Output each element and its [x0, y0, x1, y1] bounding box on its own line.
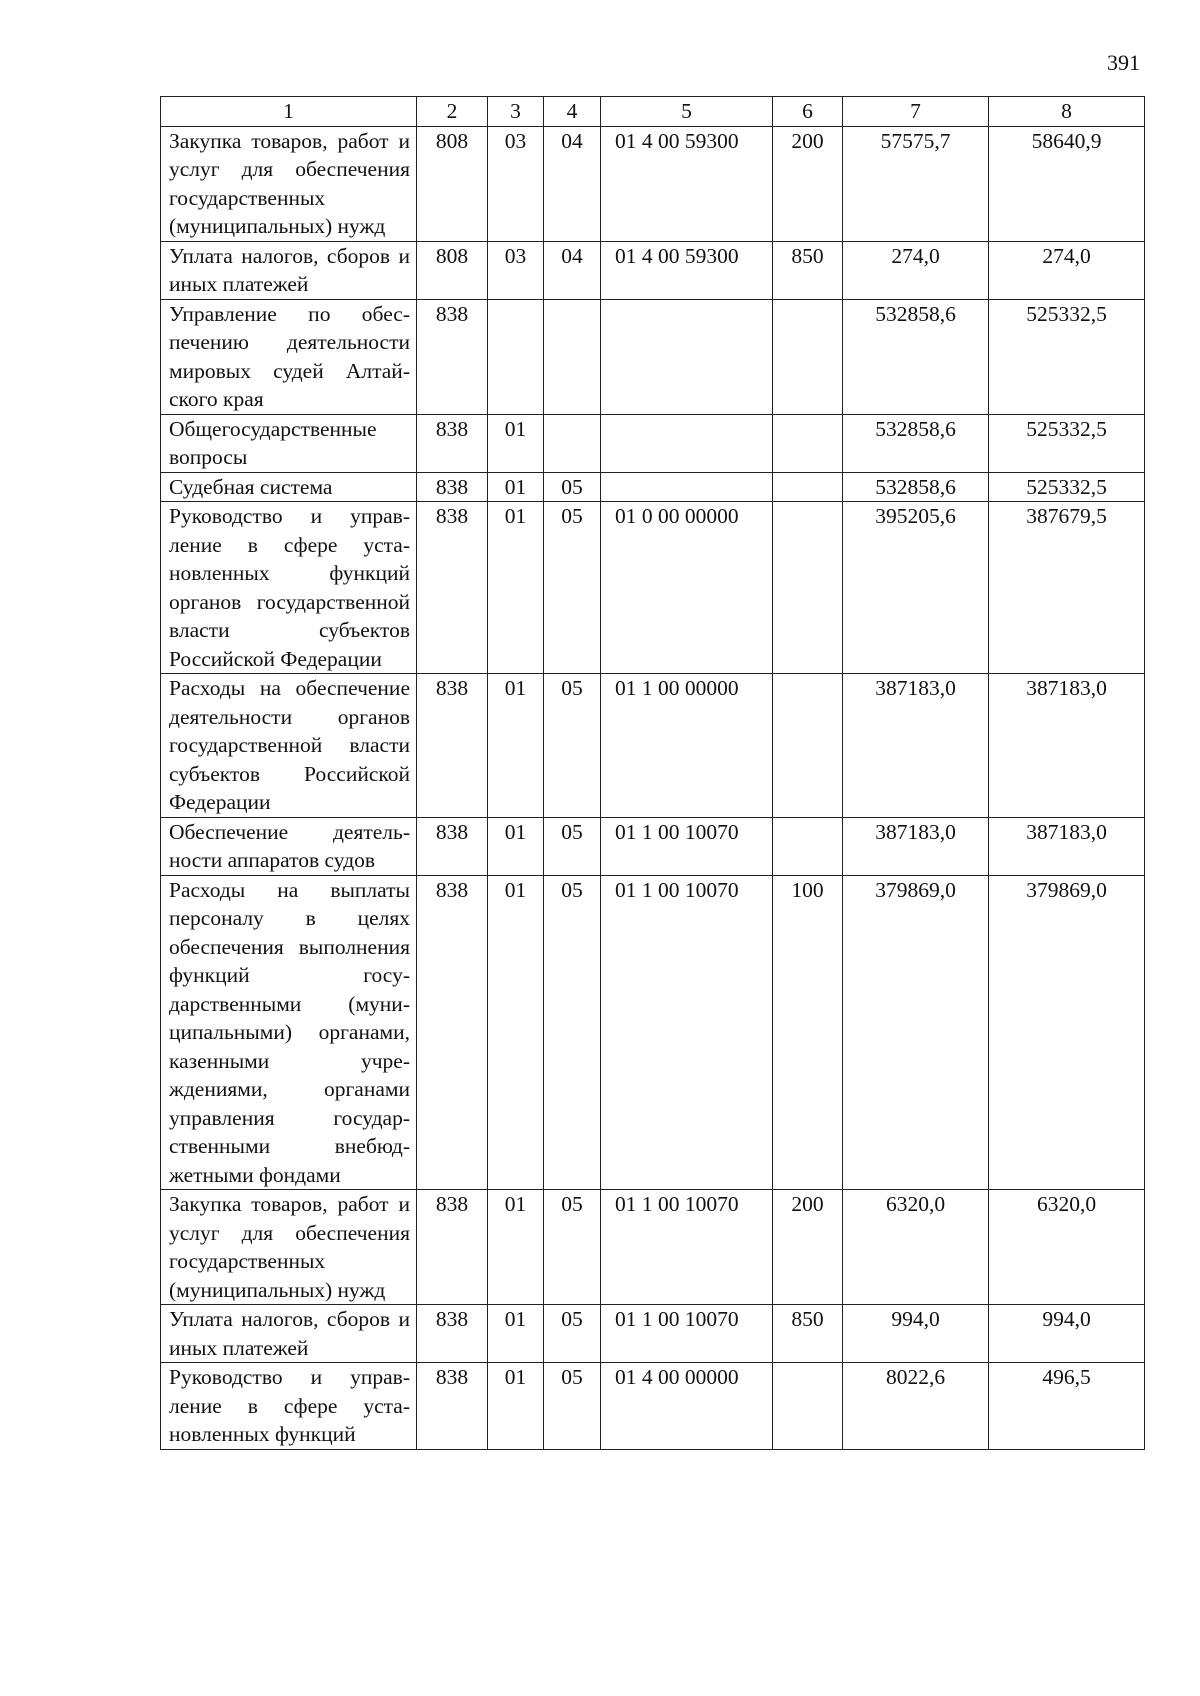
row-admin-code: 838 — [417, 674, 488, 818]
row-section-code: 03 — [488, 241, 544, 299]
header-cell: 8 — [989, 97, 1145, 127]
row-target-article: 01 0 00 00000 — [601, 502, 773, 674]
row-description: Уплата налогов, сборов и иных платежей — [161, 241, 417, 299]
row-description: Обеспечение деятельности аппаратов судов — [161, 817, 417, 875]
table-body — [161, 126, 1145, 1449]
header-cell: 4 — [544, 97, 601, 127]
row-expense-type: 850 — [773, 1305, 843, 1363]
table-row — [161, 875, 1145, 1190]
row-amount-col7: 994,0 — [843, 1305, 989, 1363]
row-admin-code: 838 — [417, 1363, 488, 1450]
row-section-code: 01 — [488, 472, 544, 502]
row-section-code: 01 — [488, 674, 544, 818]
row-expense-type: 200 — [773, 126, 843, 241]
row-target-article: 01 1 00 10070 — [601, 875, 773, 1190]
header-cell: 3 — [488, 97, 544, 127]
row-amount-col8: 525332,5 — [989, 472, 1145, 502]
row-admin-code: 838 — [417, 1190, 488, 1305]
row-section-code — [488, 299, 544, 414]
header-cell: 5 — [601, 97, 773, 127]
row-target-article: 01 1 00 10070 — [601, 1305, 773, 1363]
row-description: Руководство и управление в сфере установленных функций органов государственной власти субъектов Российской Федерации — [161, 502, 417, 674]
row-target-article: 01 4 00 00000 — [601, 1363, 773, 1450]
row-expense-type — [773, 299, 843, 414]
row-target-article: 01 4 00 59300 — [601, 241, 773, 299]
row-target-article: 01 1 00 00000 — [601, 674, 773, 818]
row-amount-col8: 6320,0 — [989, 1190, 1145, 1305]
table-row — [161, 126, 1145, 241]
row-description: Расходы на выплаты персоналу в целях обеспечения выполнения функций государственными (муниципальными) органами, казенными учреждениями, органами управления государственными внебюджетными фондами — [161, 875, 417, 1190]
row-amount-col8: 496,5 — [989, 1363, 1145, 1450]
row-admin-code: 808 — [417, 126, 488, 241]
row-section-code: 01 — [488, 1190, 544, 1305]
row-expense-type — [773, 414, 843, 472]
row-description: Руководство и управление в сфере установленных функций — [161, 1363, 417, 1450]
row-amount-col8: 525332,5 — [989, 414, 1145, 472]
row-subsection-code: 05 — [544, 1305, 601, 1363]
page-number: 391 — [1107, 50, 1140, 75]
row-expense-type — [773, 674, 843, 818]
row-subsection-code: 05 — [544, 875, 601, 1190]
row-expense-type — [773, 1363, 843, 1450]
row-target-article: 01 1 00 10070 — [601, 1190, 773, 1305]
row-section-code: 03 — [488, 126, 544, 241]
header-cell: 6 — [773, 97, 843, 127]
budget-table — [160, 96, 1145, 1450]
header-cell: 1 — [161, 97, 417, 127]
header-cell: 2 — [417, 97, 488, 127]
row-expense-type: 200 — [773, 1190, 843, 1305]
row-subsection-code: 04 — [544, 241, 601, 299]
row-amount-col7: 57575,7 — [843, 126, 989, 241]
row-amount-col8: 994,0 — [989, 1305, 1145, 1363]
row-expense-type — [773, 502, 843, 674]
row-amount-col7: 387183,0 — [843, 817, 989, 875]
table-row — [161, 1363, 1145, 1450]
row-amount-col8: 387679,5 — [989, 502, 1145, 674]
row-target-article — [601, 472, 773, 502]
row-amount-col7: 387183,0 — [843, 674, 989, 818]
row-admin-code: 838 — [417, 875, 488, 1190]
table-row — [161, 674, 1145, 818]
table-row — [161, 1305, 1145, 1363]
row-amount-col8: 58640,9 — [989, 126, 1145, 241]
row-section-code: 01 — [488, 875, 544, 1190]
row-description: Судебная система — [161, 472, 417, 502]
row-subsection-code: 05 — [544, 1363, 601, 1450]
row-amount-col7: 532858,6 — [843, 299, 989, 414]
row-amount-col7: 274,0 — [843, 241, 989, 299]
table-row — [161, 502, 1145, 674]
row-subsection-code: 05 — [544, 817, 601, 875]
row-description: Закупка товаров, работ и услуг для обеспечения государственных (муниципальных) нужд — [161, 126, 417, 241]
table-row — [161, 241, 1145, 299]
row-subsection-code: 05 — [544, 1190, 601, 1305]
row-admin-code: 838 — [417, 472, 488, 502]
row-amount-col8: 379869,0 — [989, 875, 1145, 1190]
row-section-code: 01 — [488, 502, 544, 674]
row-expense-type: 850 — [773, 241, 843, 299]
table-row — [161, 414, 1145, 472]
row-amount-col8: 274,0 — [989, 241, 1145, 299]
row-amount-col7: 8022,6 — [843, 1363, 989, 1450]
table-row — [161, 472, 1145, 502]
row-amount-col7: 532858,6 — [843, 472, 989, 502]
row-section-code: 01 — [488, 817, 544, 875]
row-amount-col7: 532858,6 — [843, 414, 989, 472]
row-amount-col8: 525332,5 — [989, 299, 1145, 414]
row-subsection-code — [544, 299, 601, 414]
row-expense-type — [773, 817, 843, 875]
row-amount-col8: 387183,0 — [989, 817, 1145, 875]
row-section-code: 01 — [488, 1305, 544, 1363]
row-expense-type: 100 — [773, 875, 843, 1190]
row-admin-code: 838 — [417, 414, 488, 472]
row-description: Закупка товаров, работ и услуг для обеспечения государственных (муниципальных) нужд — [161, 1190, 417, 1305]
row-target-article: 01 1 00 10070 — [601, 817, 773, 875]
row-amount-col7: 379869,0 — [843, 875, 989, 1190]
row-subsection-code: 05 — [544, 472, 601, 502]
row-admin-code: 838 — [417, 299, 488, 414]
row-description: Общегосударственные вопросы — [161, 414, 417, 472]
row-subsection-code: 04 — [544, 126, 601, 241]
header-cell: 7 — [843, 97, 989, 127]
row-expense-type — [773, 472, 843, 502]
row-section-code: 01 — [488, 1363, 544, 1450]
row-description: Уплата налогов, сборов и иных платежей — [161, 1305, 417, 1363]
row-admin-code: 808 — [417, 241, 488, 299]
row-description: Расходы на обеспечение деятельности органов государственной власти субъектов Российской Федерации — [161, 674, 417, 818]
row-admin-code: 838 — [417, 1305, 488, 1363]
row-amount-col8: 387183,0 — [989, 674, 1145, 818]
row-subsection-code — [544, 414, 601, 472]
row-description: Управление по обеспечению деятельности мировых судей Алтайского края — [161, 299, 417, 414]
row-target-article — [601, 414, 773, 472]
row-section-code: 01 — [488, 414, 544, 472]
row-target-article: 01 4 00 59300 — [601, 126, 773, 241]
row-target-article — [601, 299, 773, 414]
table-row — [161, 1190, 1145, 1305]
row-amount-col7: 395205,6 — [843, 502, 989, 674]
row-subsection-code: 05 — [544, 502, 601, 674]
row-admin-code: 838 — [417, 502, 488, 674]
row-amount-col7: 6320,0 — [843, 1190, 989, 1305]
row-admin-code: 838 — [417, 817, 488, 875]
header-row — [161, 97, 1145, 127]
table-row — [161, 817, 1145, 875]
row-subsection-code: 05 — [544, 674, 601, 818]
budget-table-container — [160, 96, 1144, 1450]
table-row — [161, 299, 1145, 414]
